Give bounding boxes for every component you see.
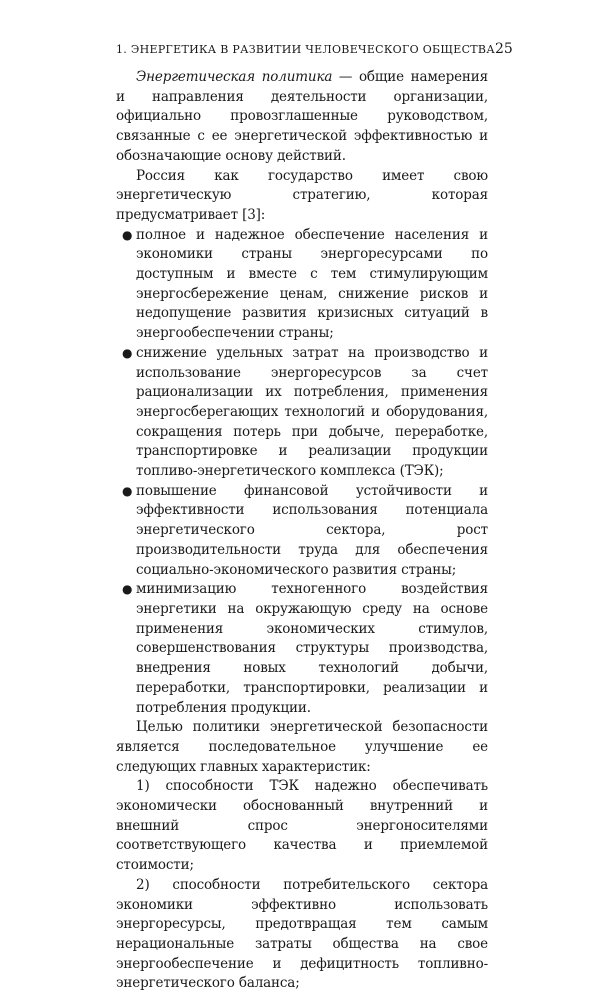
list-item: ● минимизацию техногенного воздействия энергетики на окружающую среду на основе применения экономических стимулов, совершенствования структуры производства, внедрения новых технологий добычи, переработки, транспортировки, реализации и потребления продукции. xyxy=(122,581,488,716)
bullet-icon: ● xyxy=(122,483,133,498)
list-item: ● повышение финансовой устойчивости и эффективности использования потенциала энергетического сектора, рост производительности труда для обеспечения социально-экономического развития страны; xyxy=(122,482,488,578)
body-text xyxy=(116,68,488,994)
page-header xyxy=(116,41,513,57)
definition-text: — общие намерения и направления деятельности организации, официально провозглашенные руководством, связанные с ее энергетической эффективностью и обозначающие основу действий. xyxy=(116,69,488,164)
defined-term: Энергетическая политика xyxy=(136,69,333,85)
security-intro: Целью политики энергетической безопасности является последовательное улучшение ее следующих главных характеристик: xyxy=(116,719,488,775)
list-item: ● снижение удельных затрат на производство и использование энергоресурсов за счет рационализации их потребления, применения энергосберегающих технологий и оборудования, сокращения потерь при добыче, переработке, транспортировке и реализации продукции топливо-энергетического комплекса (ТЭК); xyxy=(122,344,488,480)
list-item: ● полное и надежное обеспечение населения и экономики страны энергоресурсами по доступным и вместе с тем стимулирующим энергосбережение ценам, снижение рисков и недопущение развития кризисных ситуаций в энергообеспечении страны; xyxy=(122,226,488,342)
bullet-icon: ● xyxy=(122,582,133,597)
bullet-icon: ● xyxy=(122,345,133,360)
numbered-item: 2) способности потребительского сектора экономики эффективно использовать энергоресурсы, предотвращая тем самым нерациональные затраты общества на свое энергообеспечение и дефицитность топливно-энергетического баланса; xyxy=(116,876,488,992)
strategy-list xyxy=(116,226,488,719)
running-head: 1. ЭНЕРГЕТИКА В РАЗВИТИИ ЧЕЛОВЕЧЕСКОГО ОБЩЕСТВА xyxy=(116,43,495,56)
page-number: 25 xyxy=(494,41,513,57)
bullet-icon: ● xyxy=(122,227,133,242)
numbered-item: 1) способности ТЭК надежно обеспечивать экономически обоснованный внутренний и внешний спрос энергоносителями соответствующего качества и приемлемой стоимости; xyxy=(116,778,488,874)
strategy-intro: Россия как государство имеет свою энергетическую стратегию, которая предусматривает [3]: xyxy=(116,167,488,223)
definition-paragraph xyxy=(116,68,488,167)
